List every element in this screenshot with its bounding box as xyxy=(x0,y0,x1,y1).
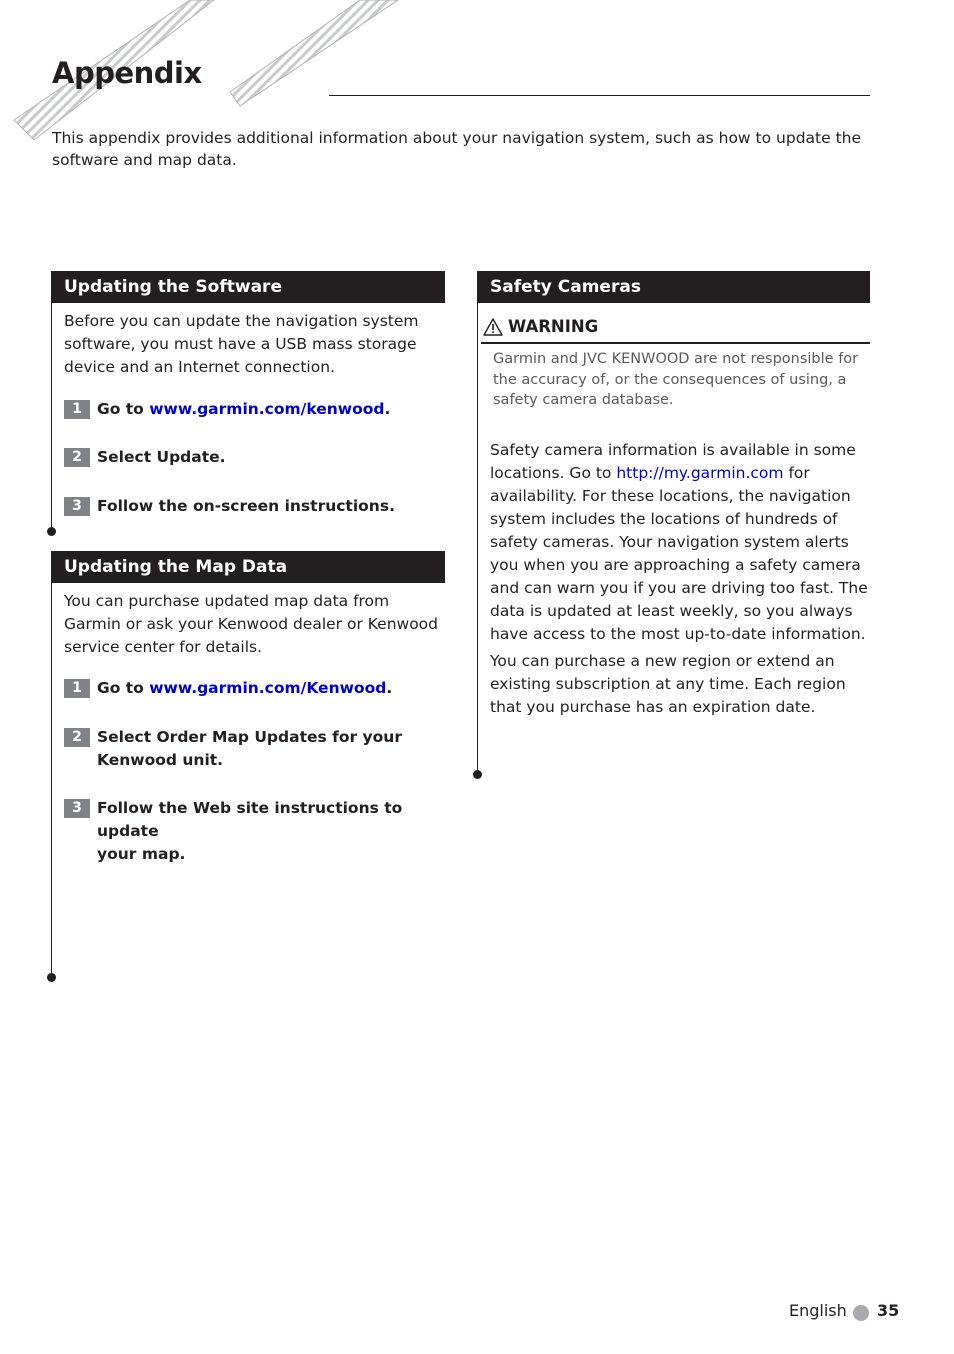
step-number-badge: 1 xyxy=(64,679,90,698)
warning-title: WARNING xyxy=(508,317,599,336)
section-rule-cameras xyxy=(477,303,478,775)
step-text: Select Order Map Updates for your xyxy=(97,728,402,746)
my-garmin-link[interactable]: http://my.garmin.com xyxy=(616,464,784,482)
cameras-paragraph-1: Safety camera information is available in some locations. Go to http://my.garmin.com for availability. For these locations, the navigation system includes the locations of hundreds of safety cameras. Your navigation system alerts you when you are approaching a safety camera and can warn you if you are driving too fast. The data is updated at least weekly, so you always have access to the most up-to-date information. xyxy=(490,441,868,643)
section-end-dot xyxy=(47,973,56,982)
section-end-dot xyxy=(47,527,56,536)
garmin-kenwood-link[interactable]: www.garmin.com/kenwood xyxy=(149,400,385,418)
step-number-badge: 2 xyxy=(64,728,90,747)
section-rule-mapdata xyxy=(51,583,52,977)
cameras-paragraph-2: You can purchase a new region or extend an existing subscription at any time. Each region that you purchase has an expiration date. xyxy=(490,652,846,716)
step-text: Select Update. xyxy=(97,448,226,466)
step-number-badge: 3 xyxy=(64,799,90,818)
page-title: Appendix xyxy=(52,56,202,90)
mapdata-step-3 xyxy=(64,797,448,863)
step-text: Go to xyxy=(97,400,150,418)
mapdata-body: You can purchase updated map data from Garmin or ask your Kenwood dealer or Kenwood service center for details. xyxy=(64,592,438,656)
step-text: Kenwood unit. xyxy=(97,751,224,769)
step-text: Follow the on-screen instructions. xyxy=(97,497,395,515)
section-heading-mapdata: Updating the Map Data xyxy=(51,551,445,583)
garmin-kenwood-link[interactable]: www.garmin.com/Kenwood xyxy=(149,679,387,697)
step-text: Follow the Web site instructions to update xyxy=(97,799,403,840)
section-heading-software: Updating the Software xyxy=(51,271,445,303)
step-number-badge: 2 xyxy=(64,448,90,467)
software-step-1: 1 Go to www.garmin.com/kenwood. xyxy=(64,398,444,422)
step-text: your map. xyxy=(97,845,186,863)
step-text: Go to xyxy=(97,679,150,697)
step-number-badge: 1 xyxy=(64,400,90,419)
software-step-2 xyxy=(64,446,444,470)
software-body: Before you can update the navigation system software, you must have a USB mass storage device and an Internet connection. xyxy=(64,312,419,376)
step-number-badge: 3 xyxy=(64,497,90,516)
section-heading-cameras: Safety Cameras xyxy=(477,271,870,303)
footer-language: English xyxy=(789,1301,847,1320)
warning-text: Garmin and JVC KENWOOD are not responsible for the accuracy of, or the consequences of using, a safety camera database. xyxy=(493,351,859,408)
section-end-dot xyxy=(473,770,482,779)
title-rule xyxy=(329,95,870,96)
section-rule-software xyxy=(51,303,52,531)
page-number: 35 xyxy=(877,1301,900,1320)
warning-triangle-icon xyxy=(483,318,503,336)
software-step-3 xyxy=(64,495,444,519)
mapdata-step-2 xyxy=(64,726,448,774)
footer-dot-icon xyxy=(853,1305,869,1321)
intro-paragraph: This appendix provides additional information about your navigation system, such as how to update the software and map data. xyxy=(52,129,862,169)
mapdata-step-1: 1 Go to www.garmin.com/Kenwood. xyxy=(64,677,444,701)
warning-header xyxy=(481,316,870,344)
